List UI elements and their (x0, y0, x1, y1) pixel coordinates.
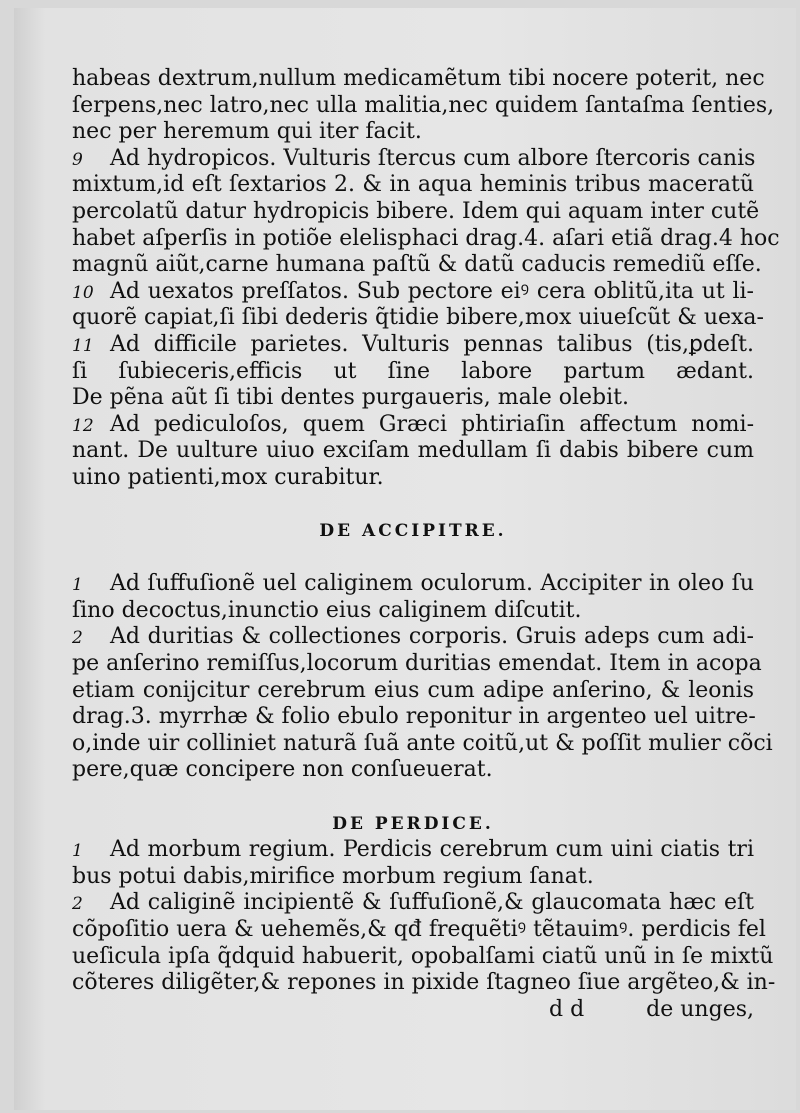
text-line (72, 279, 754, 306)
text-line (72, 385, 754, 412)
paragraph-block-perdice (72, 837, 776, 997)
line-text: Ad uexatos preſſatos. Sub pectore eiꝰ cera oblitũ,ita ut li- (110, 278, 754, 304)
catchword: de unges, (646, 996, 754, 1022)
text-line (72, 917, 766, 944)
line-text: drag.3. myrrhæ & folio ebulo reponitur in argenteo uel uitre- (72, 704, 756, 730)
section-heading-accipitre: DE ACCIPITRE. (319, 521, 507, 542)
paragraph-number: 2 (72, 628, 83, 649)
line-text: habeas dextrum,nullum medicamẽtum tibi nocere poterit, nec (72, 66, 765, 91)
line-text: Ad caliginẽ incipientẽ & ſuffuſionẽ,& glaucomata hæc eſt (110, 890, 754, 916)
text-line (72, 225, 780, 253)
text-line (72, 970, 776, 997)
text-line (72, 571, 754, 598)
text-line (72, 757, 754, 784)
paragraph-block-accipitre (72, 571, 773, 784)
text-line (72, 92, 775, 120)
line-text: mixtum,id eſt ſextarios 2. & in aqua heminis tribus maceratũ (72, 172, 754, 198)
text-line (72, 252, 762, 279)
text-line (72, 359, 754, 386)
line-text: magnũ aiũt,carne humana paſtũ & datũ caducis remediũ eſſe. (72, 252, 762, 278)
line-text: Ad duritias & collectiones corporis. Gruis adeps cum adi- (110, 624, 754, 650)
line-text: nec per heremum qui iter facit. (72, 119, 422, 145)
text-line (72, 864, 754, 891)
line-text: etiam conijcitur cerebrum eius cum adipe anſerino, & leonis (72, 677, 754, 703)
line-text: habet aſperſis in potiõe elelisphaci drag.4. aſari etiã drag.4 hoc (72, 225, 780, 251)
text-line (72, 837, 754, 864)
section-heading-perdice: DE PERDICE. (332, 813, 494, 834)
text-line (72, 119, 754, 146)
text-line (72, 704, 754, 731)
line-text: cõteres diligẽter,& repones in pixide ſtagneo ſiue argẽteo,& in- (72, 970, 776, 996)
text-line (72, 146, 754, 173)
text-line (72, 943, 774, 971)
line-text: o,inde uir colliniet naturã ſuã ante coitũ,ut & poſſit mulier cõci (72, 730, 773, 756)
line-text: ueſicula ipſa q̃dquid habuerit, opobalſami ciatũ unũ in ſe mixtũ (72, 943, 774, 969)
line-text: cõpoſitio uera & uehemẽs,& qđ frequẽtiꝰ tẽtauimꝰ. perdicis fel (72, 917, 766, 942)
paragraph-number: 10 (72, 282, 94, 303)
text-line (72, 438, 754, 465)
line-text: Ad pediculoſos, quem Græci phtiriaſin affectum nomi- (110, 411, 754, 437)
line-text: ſino decoctus,inunctio eius caliginem diſcutit. (72, 597, 582, 623)
paragraph-number: 11 (72, 335, 94, 356)
line-text: Ad ſuffuſionẽ uel caliginem oculorum. Accipiter in oleo ſu (110, 571, 754, 597)
line-text: percolatũ datur hydropicis bibere. Idem qui aquam inter cutẽ (72, 198, 760, 224)
text-line (72, 465, 754, 492)
line-text: nant. De uulture uiuo exciſam medullam ſi dabis bibere cum (72, 438, 754, 464)
footer-line (72, 997, 754, 1024)
paragraph-number: 2 (72, 894, 83, 915)
text-line (72, 651, 762, 678)
text-line (72, 332, 754, 359)
paragraph-block-vulture (72, 66, 780, 492)
line-text: pere,quæ concipere non conſueuerat. (72, 757, 493, 783)
line-text: Ad difficile parietes. Vulturis pennas talibus (tis,ꝑdeſt. (110, 331, 754, 357)
paragraph-number: 1 (72, 841, 83, 862)
paragraph-number: 1 (72, 575, 83, 596)
text-line (72, 598, 754, 625)
line-text: Ad morbum regium. Perdicis cerebrum cum uini ciatis tri (110, 837, 754, 863)
text-line (72, 305, 764, 332)
page-text (72, 66, 780, 1023)
paper-sheet (14, 8, 796, 1110)
line-text: De pẽna aũt ſi tibi dentes purgaueris, male olebit. (72, 385, 629, 411)
text-line (72, 66, 765, 93)
text-line (72, 198, 760, 226)
text-line (72, 172, 754, 199)
line-text: uino patienti,mox curabitur. (72, 464, 384, 490)
text-line (72, 624, 754, 651)
line-text: Ad hydropicos. Vulturis ſtercus cum albore ſtercoris canis (110, 145, 756, 171)
line-text: quorẽ capiat,ſi ſibi dederis q̃tidie bibere,mox uiueſcũt & uexa- (72, 305, 764, 331)
signature-mark: d d (549, 996, 585, 1022)
paragraph-number: 9 (72, 149, 83, 170)
line-text: ſerpens,nec latro,nec ulla malitia,nec quidem ſantaſma ſenties, (72, 92, 775, 118)
text-line (72, 890, 754, 917)
paragraph-number: 12 (72, 415, 94, 436)
line-text: pe anſerino remiſſus,locorum duritias emendat. Item in acopa (72, 651, 762, 677)
line-text: ſi ſubieceris,efficis ut ſine labore partum ædant. (72, 358, 754, 384)
line-text: bus potui dabis,mirifice morbum regium ſanat. (72, 863, 594, 889)
text-line (72, 412, 754, 439)
text-line (72, 730, 773, 758)
text-line (72, 678, 754, 705)
